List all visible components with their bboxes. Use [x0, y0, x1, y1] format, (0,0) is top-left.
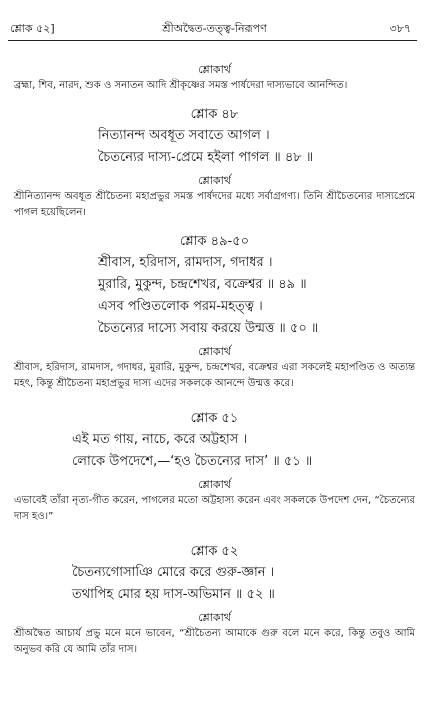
translation-heading: শ্লোকার্থ — [198, 478, 231, 491]
header-chapter-title: শ্রীঅদ্বৈত-তত্ত্ব-নিরূপণ — [162, 22, 267, 35]
translation-text: এভাবেই তাঁরা নৃত্য-গীত করেন, পাগলের মতো অট্টহাস্য করেন এবং সকলকে উপদেশ দেন, “চৈতন্যের দাস হও।” — [14, 495, 415, 522]
translation-text: শ্রীবাস, হরিদাস, রামদাস, গদাধর, মুরারি, মুকুন্দ, চন্দ্রশেখর, বক্রেশ্বর এরা সকলেই মহাপণ্ডিত ও অত্যন্ত মহৎ, কিন্তু শ্রীচৈতন্য মহাপ্রভুর দাস্য এদের সকলকে আনন্দে উন্মত্ত করে। — [14, 362, 415, 389]
translation-text: শ্রীঅদ্বৈত আচার্য প্রভু মনে মনে ভাবেন, “শ্রীচৈতন্য আমাকে গুরু বলে মনে করে, কিন্তু তবুও আমি অনুভব করি যে আমি তাঁর দাস। — [14, 628, 415, 655]
verse-line: শ্রীবাস, হরিদাস, রামদাস, গদাধর । — [98, 255, 273, 270]
header-divider — [8, 40, 417, 41]
verse-line: লোকে উপদেশে,—‘হও চৈতন্যের দাস’ ॥ ৫১ ॥ — [72, 454, 313, 469]
verse-line: নিত্যানন্দ অবধূত সবাতে আগল । — [98, 128, 270, 143]
section-verse-52 — [0, 542, 429, 658]
verse-line: মুরারি, মুকুন্দ, চন্দ্রশেখর, বক্রেশ্বর ॥ ৪৯ ॥ — [98, 277, 307, 292]
translation-heading: শ্লোকার্থ — [198, 345, 231, 358]
verse-line: এই মত গায়, নাচে, করে অট্টহাস । — [72, 432, 248, 447]
section-verse-51 — [0, 409, 429, 525]
section-verse-47 — [0, 62, 429, 94]
header-verse-ref: শ্লোক ৫২] — [10, 22, 55, 35]
verse-line: তথাপিহ মোর হয় দাস-অভিমান ॥ ৫২ ॥ — [72, 587, 275, 602]
verse-heading: শ্লোক ৫২ — [190, 544, 239, 559]
verse-line: এসব পণ্ডিতলোক পরম-মহত্ত্ব । — [98, 299, 263, 314]
verse-line: চৈতন্যের দাস্যে সবায় করয়ে উন্মত্ত ॥ ৫০ ॥ — [98, 321, 319, 336]
translation-heading: শ্লোকার্থ — [198, 174, 231, 187]
translation-heading: শ্লোকার্থ — [198, 611, 231, 624]
verse-heading: শ্লোক ৪৯-৫০ — [179, 234, 250, 249]
translation-text: শ্রীনিত্যানন্দ অবধূত শ্রীচৈতন্য মহাপ্রভুর সমস্ত পার্ষদদের মধ্যে সর্বাগ্রগণ্য। তিনি শ্রীচৈতন্যের দাস্যপ্রেমে পাগল হয়েছিলেন। — [14, 191, 415, 218]
verse-heading: শ্লোক ৪৮ — [190, 107, 239, 122]
section-verse-48 — [0, 105, 429, 221]
page-number: ৩৮৭ — [389, 22, 411, 35]
translation-text: ব্রহ্মা, শিব, নারদ, শুক ও সনাতন আদি শ্রীকৃষ্ণের সমস্ত পার্ষদেরা দাস্যভাবে আনন্দিত। — [14, 80, 348, 91]
section-verse-49-50 — [0, 232, 429, 392]
verse-line: চৈতন্যের দাস্য-প্রেমে হইলা পাগল ॥ ৪৮ ॥ — [98, 150, 314, 165]
page-body — [0, 62, 429, 658]
verse-line: চৈতন্যগোসাঞি মোরে করে গুরু-জ্ঞান । — [72, 565, 275, 580]
running-header — [0, 0, 429, 52]
translation-heading: শ্লোকার্থ — [198, 63, 231, 76]
verse-heading: শ্লোক ৫১ — [190, 411, 239, 426]
